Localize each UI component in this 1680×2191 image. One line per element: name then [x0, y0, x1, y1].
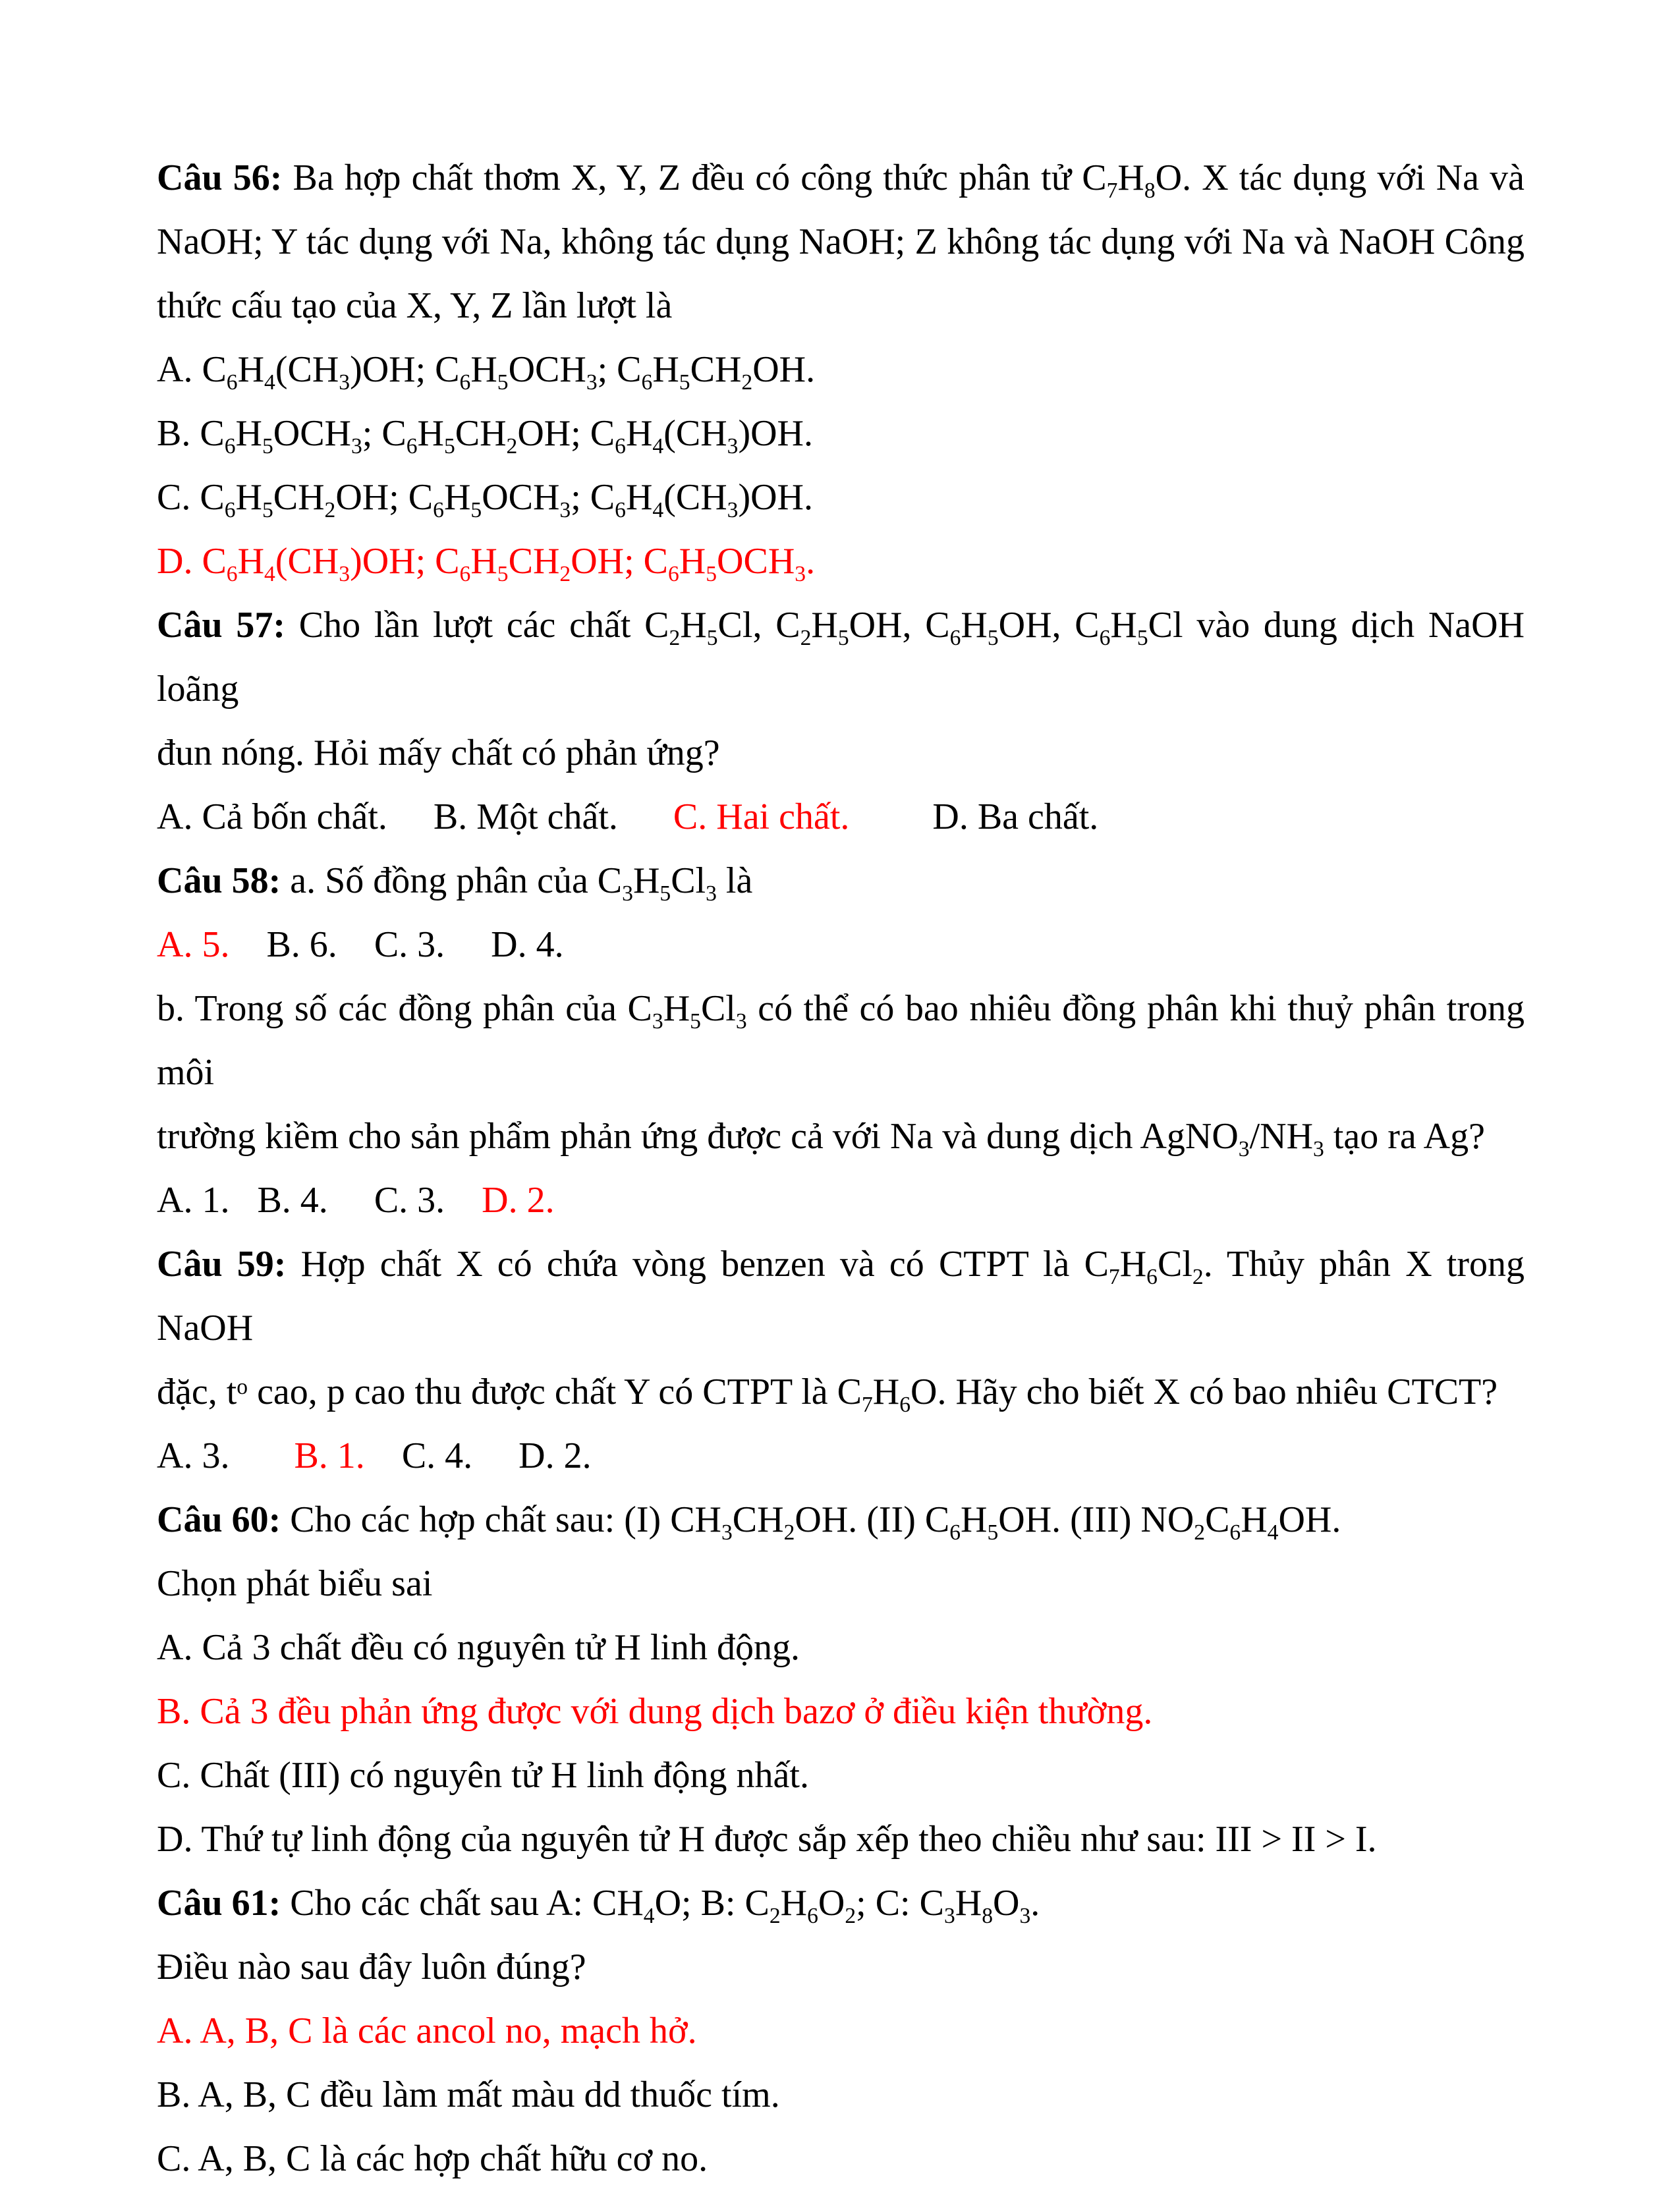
subscript: 6: [1146, 1265, 1158, 1290]
text-segment: CH: [455, 413, 507, 454]
subscript: 6: [615, 434, 626, 459]
subscript: 4: [652, 498, 664, 523]
text-segment: Cho các chất sau A: CH: [281, 1883, 644, 1924]
text-segment: A. C: [157, 349, 227, 390]
subscript: 6: [641, 370, 653, 395]
text-segment: là: [716, 860, 753, 901]
text-segment: H: [235, 477, 262, 518]
text-segment: O. X tác dụng với Na và: [1155, 157, 1525, 198]
text-line: [157, 1999, 1525, 2063]
text-segment: . Thủy phân X trong NaOH: [157, 1244, 1525, 1348]
text-line: [157, 1488, 1525, 1552]
subscript: 5: [497, 370, 509, 395]
text-segment: OH.: [1278, 1499, 1341, 1540]
subscript: 3: [586, 370, 598, 395]
text-segment: tạo ra Ag?: [1324, 1116, 1485, 1157]
subscript: 5: [497, 562, 509, 587]
spacer: [387, 796, 434, 837]
subscript: 7: [1108, 1265, 1120, 1290]
text-segment: OCH: [273, 413, 351, 454]
subscript: 6: [406, 434, 418, 459]
subscript: 5: [470, 498, 482, 523]
text-segment: B. 6.: [266, 924, 337, 965]
text-line: [157, 913, 1525, 977]
text-line: [157, 1552, 1525, 1616]
text-segment: C. 4.: [401, 1435, 473, 1476]
subscript: 6: [949, 626, 961, 651]
text-segment: D. C: [157, 541, 227, 582]
text-segment: H: [237, 541, 265, 582]
subscript: 6: [459, 562, 471, 587]
text-line: [157, 1935, 1525, 1999]
subscript: 5: [262, 434, 273, 459]
text-segment: B. 1.: [294, 1435, 365, 1476]
spacer: [328, 1180, 374, 1221]
text-line: [157, 594, 1525, 721]
text-segment: A. 1.: [157, 1180, 230, 1221]
subscript: 3: [943, 1904, 955, 1929]
text-segment: ; C: [571, 477, 615, 518]
subscript: 7: [1106, 179, 1118, 204]
text-segment: H: [470, 541, 497, 582]
text-segment: có thể có bao nhiêu đồng phân khi thuỷ phân trong môi: [157, 988, 1525, 1093]
text-segment: (CH: [663, 477, 727, 518]
text-line: [157, 1680, 1525, 1744]
subscript: 5: [987, 626, 999, 651]
subscript: 2: [1192, 1265, 1204, 1290]
subscript: 5: [987, 1520, 999, 1545]
subscript: 3: [735, 1009, 747, 1034]
text-segment: H: [811, 605, 838, 646]
subscript: 3: [706, 881, 717, 906]
text-segment: b. Trong số các đồng phân của C: [157, 988, 652, 1029]
text-line: [157, 849, 1525, 913]
text-segment: Câu 59:: [157, 1244, 287, 1285]
text-line: [157, 146, 1525, 210]
text-segment: )OH; C: [350, 541, 460, 582]
text-segment: C. Chất (III) có nguyên tử H linh động nhất.: [157, 1755, 809, 1796]
subscript: 6: [667, 562, 679, 587]
subscript: 2: [1194, 1520, 1206, 1545]
text-line: [157, 1744, 1525, 1808]
spacer: [618, 796, 673, 837]
text-segment: Cl vào dung dịch NaOH loãng: [157, 605, 1525, 709]
subscript: 2: [800, 626, 812, 651]
text-line: [157, 530, 1525, 594]
text-segment: A. 3.: [157, 1435, 230, 1476]
text-line: [157, 466, 1525, 530]
spacer: [229, 924, 266, 965]
text-line: [157, 2127, 1525, 2191]
text-segment: )OH; C: [350, 349, 460, 390]
text-segment: H: [1110, 605, 1137, 646]
text-segment: OCH: [717, 541, 795, 582]
text-segment: Hợp chất X có chứa vòng benzen và có CTPT là C: [286, 1244, 1109, 1285]
text-line: [157, 1360, 1525, 1424]
subscript: 5: [706, 562, 717, 587]
subscript: 3: [795, 562, 806, 587]
subscript: 5: [706, 626, 718, 651]
text-segment: A. Cả bốn chất.: [157, 796, 387, 837]
text-line: [157, 1616, 1525, 1680]
text-segment: B. A, B, C đều làm mất màu dd thuốc tím.: [157, 2074, 780, 2115]
subscript: 8: [1144, 179, 1156, 204]
text-segment: ; C: C: [856, 1883, 944, 1924]
text-segment: CH: [732, 1499, 784, 1540]
text-line: [157, 1424, 1525, 1488]
text-segment: O; B: C: [654, 1883, 770, 1924]
spacer: [849, 796, 932, 837]
text-line: [157, 1808, 1525, 1872]
text-segment: Câu 58:: [157, 860, 281, 901]
subscript: 3: [727, 434, 739, 459]
text-line: [157, 1105, 1525, 1169]
spacer: [337, 924, 374, 965]
subscript: 6: [224, 498, 236, 523]
text-segment: C. Hai chất.: [673, 796, 850, 837]
text-segment: H: [680, 605, 707, 646]
subscript: 2: [845, 1904, 856, 1929]
text-line: [157, 1233, 1525, 1360]
text-segment: D. 2.: [518, 1435, 592, 1476]
subscript: 4: [264, 562, 275, 587]
text-line: [157, 1872, 1525, 1935]
subscript: 2: [741, 370, 753, 395]
text-segment: H: [625, 477, 653, 518]
text-segment: đun nóng. Hỏi mấy chất có phản ứng?: [157, 733, 720, 773]
text-line: [157, 1169, 1525, 1233]
subscript: 3: [339, 370, 350, 395]
text-segment: H: [961, 1499, 988, 1540]
text-segment: Cho lần lượt các chất C: [285, 605, 669, 646]
text-segment: ; C: [597, 349, 642, 390]
spacer: [445, 1180, 482, 1221]
text-segment: thức cấu tạo của X, Y, Z lần lượt là: [157, 285, 673, 326]
subscript: 2: [559, 562, 571, 587]
text-segment: (CH: [275, 349, 339, 390]
text-segment: H: [652, 349, 679, 390]
text-segment: Câu 61:: [157, 1883, 281, 1924]
subscript: 3: [1019, 1904, 1031, 1929]
text-segment: OH, C: [998, 605, 1100, 646]
subscript: 6: [1229, 1520, 1241, 1545]
subscript: 6: [615, 498, 626, 523]
subscript: 2: [769, 1904, 781, 1929]
text-segment: Cl, C: [717, 605, 800, 646]
text-segment: H: [1119, 1244, 1147, 1285]
subscript: 2: [783, 1520, 795, 1545]
text-segment: D. 4.: [491, 924, 564, 965]
text-segment: a. Số đồng phân của C: [281, 860, 623, 901]
spacer: [472, 1435, 518, 1476]
spacer: [229, 1435, 294, 1476]
subscript: 5: [690, 1009, 701, 1034]
subscript: 6: [807, 1904, 818, 1929]
subscript: 3: [727, 498, 739, 523]
text-segment: Điều nào sau đây luôn đúng?: [157, 1947, 586, 1987]
text-segment: OCH: [508, 349, 586, 390]
subscript: 3: [622, 881, 633, 906]
text-line: [157, 2063, 1525, 2127]
text-segment: H: [235, 413, 262, 454]
document-content: [157, 146, 1525, 2191]
subscript: 2: [506, 434, 518, 459]
text-segment: Cl: [700, 988, 736, 1029]
text-segment: (CH: [663, 413, 727, 454]
text-line: [157, 274, 1525, 338]
text-segment: Cl: [671, 860, 706, 901]
text-segment: Chọn phát biểu sai: [157, 1563, 433, 1604]
text-segment: OH; C: [517, 413, 615, 454]
text-segment: H: [237, 349, 265, 390]
text-segment: OH, C: [849, 605, 950, 646]
text-segment: Cl: [1157, 1244, 1192, 1285]
text-segment: Ba hợp chất thơm X, Y, Z đều có công thức phân tử C: [282, 157, 1107, 198]
text-segment: O: [818, 1883, 845, 1924]
spacer: [229, 1180, 257, 1221]
text-segment: B. C: [157, 413, 225, 454]
text-segment: NaOH; Y tác dụng với Na, không tác dụng NaOH; Z không tác dụng với Na và NaOH Công: [157, 221, 1525, 262]
subscript: 6: [224, 434, 236, 459]
text-segment: H: [872, 1372, 900, 1412]
subscript: 3: [559, 498, 571, 523]
text-segment: /NH: [1249, 1116, 1314, 1157]
text-segment: H: [1241, 1499, 1268, 1540]
text-segment: A. 5.: [157, 924, 230, 965]
subscript: 5: [679, 370, 690, 395]
text-segment: Cho các hợp chất sau: (I) CH: [281, 1499, 721, 1540]
text-segment: CH: [508, 541, 560, 582]
text-segment: .: [806, 541, 816, 582]
text-segment: C. C: [157, 477, 225, 518]
subscript: 8: [982, 1904, 994, 1929]
subscript: 6: [459, 370, 471, 395]
subscript: 6: [226, 370, 238, 395]
text-segment: Câu 56:: [157, 157, 283, 198]
text-segment: D. 2.: [482, 1180, 555, 1221]
text-segment: H: [1117, 157, 1144, 198]
text-segment: OCH: [482, 477, 560, 518]
text-segment: đặc, t: [157, 1372, 237, 1412]
subscript: 6: [433, 498, 444, 523]
text-segment: H: [955, 1883, 982, 1924]
subscript: 3: [350, 434, 362, 459]
text-segment: OH. (II) C: [795, 1499, 950, 1540]
text-segment: H: [632, 860, 660, 901]
text-segment: D. Ba chất.: [932, 796, 1099, 837]
text-segment: OH; C: [571, 541, 668, 582]
text-line: [157, 977, 1525, 1105]
text-line: [157, 402, 1525, 466]
text-segment: A. Cả 3 chất đều có nguyên tử H linh động.: [157, 1627, 800, 1668]
text-segment: (CH: [275, 541, 339, 582]
subscript: 4: [264, 370, 275, 395]
text-segment: C: [1205, 1499, 1230, 1540]
text-segment: H: [679, 541, 706, 582]
text-segment: O: [993, 1883, 1020, 1924]
subscript: 6: [1099, 626, 1111, 651]
text-segment: )OH.: [738, 413, 813, 454]
text-segment: cao, p cao thu được chất Y có CTPT là C: [248, 1372, 862, 1412]
text-segment: A. A, B, C là các ancol no, mạch hở.: [157, 2011, 697, 2051]
subscript: 5: [1136, 626, 1148, 651]
text-line: [157, 721, 1525, 785]
text-segment: B. 4.: [257, 1180, 328, 1221]
subscript: 3: [1238, 1137, 1250, 1162]
subscript: 6: [949, 1520, 961, 1545]
subscript: 6: [226, 562, 238, 587]
subscript: 5: [659, 881, 671, 906]
text-segment: OH. (III) NO: [998, 1499, 1194, 1540]
text-segment: OH.: [752, 349, 816, 390]
text-line: [157, 338, 1525, 402]
subscript: 5: [837, 626, 849, 651]
text-segment: .: [1030, 1883, 1040, 1924]
subscript: 4: [643, 1904, 655, 1929]
text-segment: C. 3.: [374, 924, 445, 965]
text-segment: H: [625, 413, 653, 454]
spacer: [365, 1435, 402, 1476]
text-segment: C. 3.: [374, 1180, 445, 1221]
subscript: 4: [652, 434, 664, 459]
text-segment: ; C: [362, 413, 406, 454]
subscript: 5: [262, 498, 273, 523]
text-segment: H: [780, 1883, 808, 1924]
text-segment: C. A, B, C là các hợp chất hữu cơ no.: [157, 2138, 708, 2179]
text-segment: O. Hãy cho biết X có bao nhiêu CTCT?: [910, 1372, 1498, 1412]
text-segment: trường kiềm cho sản phẩm phản ứng được cả với Na và dung dịch AgNO: [157, 1116, 1239, 1157]
text-segment: Câu 57:: [157, 605, 285, 646]
text-segment: H: [961, 605, 988, 646]
subscript: 7: [861, 1393, 873, 1418]
subscript: 2: [669, 626, 681, 651]
subscript: 3: [339, 562, 350, 587]
subscript: 5: [443, 434, 455, 459]
text-segment: B. Cả 3 đều phản ứng được với dung dịch bazơ ở điều kiện thường.: [157, 1691, 1153, 1732]
text-segment: D. Thứ tự linh động của nguyên tử H được sắp xếp theo chiều như sau: III > II > I.: [157, 1819, 1377, 1860]
text-segment: H: [417, 413, 444, 454]
text-segment: H: [443, 477, 471, 518]
text-line: [157, 210, 1525, 274]
text-segment: H: [663, 988, 690, 1029]
text-segment: H: [470, 349, 497, 390]
text-line: [157, 785, 1525, 849]
subscript: 2: [324, 498, 336, 523]
text-segment: OH; C: [335, 477, 434, 518]
text-segment: )OH.: [738, 477, 813, 518]
subscript: 3: [721, 1520, 733, 1545]
spacer: [445, 924, 491, 965]
text-segment: CH: [273, 477, 325, 518]
superscript: o: [237, 1374, 248, 1399]
subscript: 4: [1267, 1520, 1279, 1545]
text-segment: Câu 60:: [157, 1499, 281, 1540]
subscript: 3: [652, 1009, 663, 1034]
subscript: 6: [899, 1393, 910, 1418]
text-segment: B. Một chất.: [433, 796, 618, 837]
subscript: 3: [1313, 1137, 1324, 1162]
text-segment: CH: [690, 349, 742, 390]
